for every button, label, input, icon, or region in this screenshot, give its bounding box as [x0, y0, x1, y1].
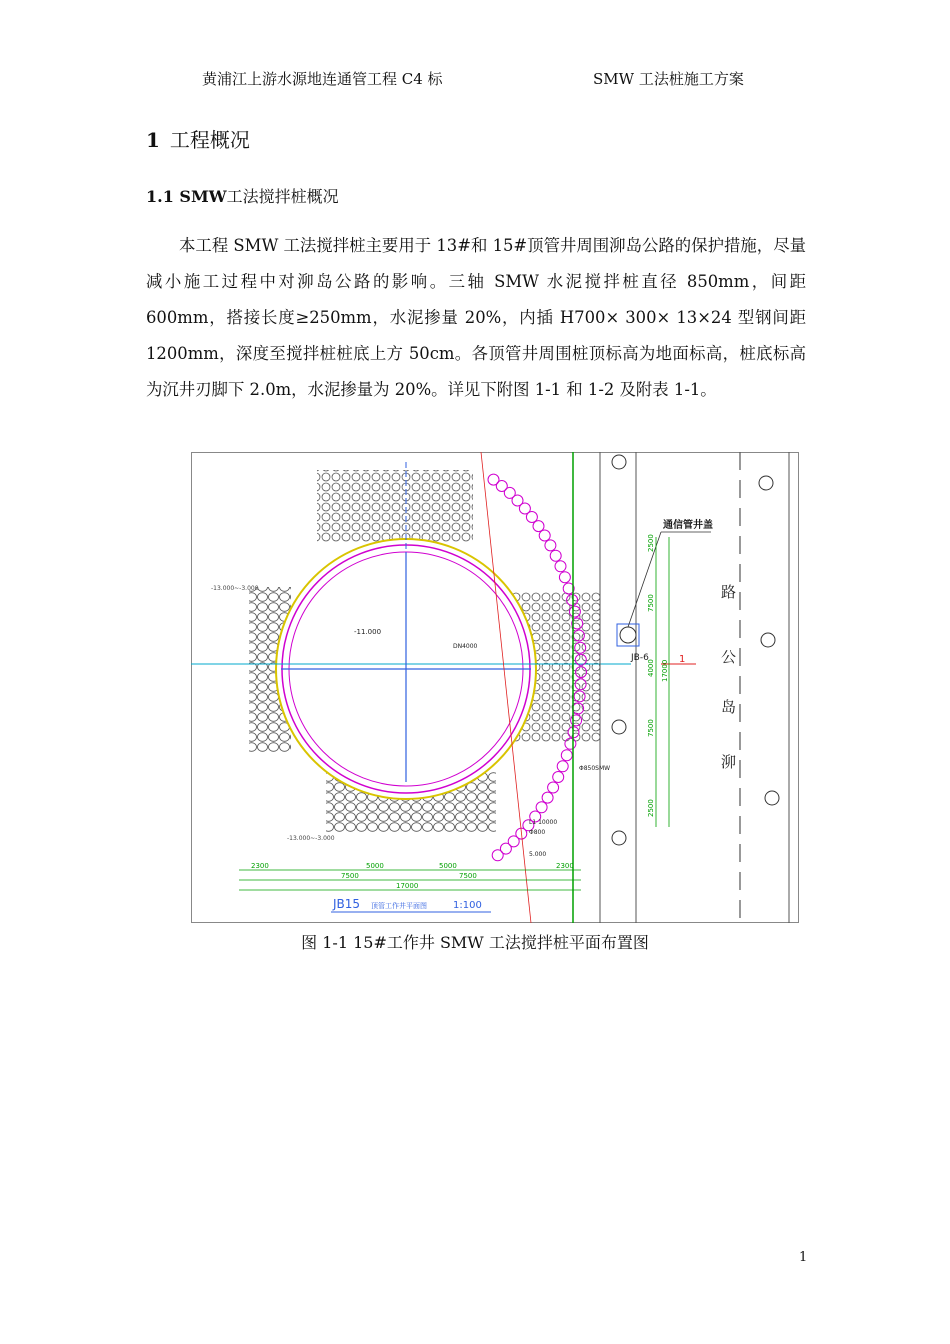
header-left: 黄浦江上游水源地连通管工程 C4 标	[202, 70, 443, 88]
smw-label: Φ850SMW	[579, 765, 611, 772]
drawing-subtitle: 顶管工作井平面图	[371, 902, 427, 910]
dim-right-4: 7500	[647, 719, 655, 737]
dim-bottom-f: 7500	[459, 872, 477, 880]
subsection-title: 工法搅拌桩概况	[226, 187, 339, 206]
road-char-3: 岛	[721, 698, 737, 716]
road-char-4: 泖	[721, 753, 737, 771]
subsection-number: 1.1 SMW	[146, 187, 227, 206]
page-number: 1	[799, 1250, 808, 1265]
axis-label: 1	[679, 654, 686, 665]
dim-bottom-a: 2300	[251, 862, 269, 870]
dim-bottom-d: 2300	[556, 862, 574, 870]
body-paragraph-text: 本工程 SMW 工法搅拌桩主要用于 13#和 15#顶管井周围泖岛公路的保护措施，尽量减小施工过程中对泖岛公路的影响。三轴 SMW 水泥搅拌桩直径 850mm，间距 600mm，搭接长度≥250mm，水泥掺量 20%，内插 H700× 300× 13×24 型钢间距 1200mm，深度至搅拌桩桩底上方 50cm。各顶管井周围桩顶标高为地面标高，桩底标高为沉井刃脚下 2.0m，水泥掺量为 20%。详见下附图 1-1 和 1-2 及附表 1-1。	[146, 236, 806, 399]
road-char-2: 公	[721, 648, 737, 666]
header-right: SMW 工法桩施工方案	[593, 70, 744, 88]
dim-right-2: 7500	[647, 594, 655, 612]
section-number: 1	[146, 128, 160, 152]
elev-center: -11.000	[354, 628, 382, 636]
dim-bottom-c: 5000	[439, 862, 457, 870]
cad-drawing	[191, 452, 799, 923]
pipe-label: DN4000	[453, 643, 478, 650]
dim-right-3: 4000	[647, 659, 655, 677]
dim-bottom-b: 5000	[366, 862, 384, 870]
elev-2: -13.000~-3.000	[287, 835, 335, 842]
body-paragraph	[146, 228, 806, 408]
cad-figure	[191, 452, 799, 923]
callout-label: 通信管井盖	[663, 520, 713, 531]
dim-right-total: 17000	[661, 659, 669, 682]
note-3: 5.000	[529, 851, 547, 858]
note-2: Φ800	[529, 829, 546, 836]
drawing-scale: 1:100	[453, 900, 482, 911]
drawing-title: JB15	[333, 897, 361, 911]
dim-bottom-e: 7500	[341, 872, 359, 880]
section-title: 工程概况	[169, 128, 250, 152]
dim-right-1: 2500	[647, 534, 655, 552]
section-heading	[146, 124, 250, 153]
dim-right-5: 2500	[647, 799, 655, 817]
manhole-label: JB-6	[631, 653, 649, 663]
grout-block-top	[317, 470, 473, 542]
road-char-1: 路	[721, 583, 737, 601]
dim-bottom-total: 17000	[396, 882, 419, 890]
subsection-heading	[146, 184, 339, 207]
note-1: L1 10000	[529, 819, 558, 826]
elev-1: -13.000~-3.000	[211, 585, 259, 592]
figure-caption: 图 1-1 15#工作井 SMW 工法搅拌桩平面布置图	[301, 933, 649, 952]
